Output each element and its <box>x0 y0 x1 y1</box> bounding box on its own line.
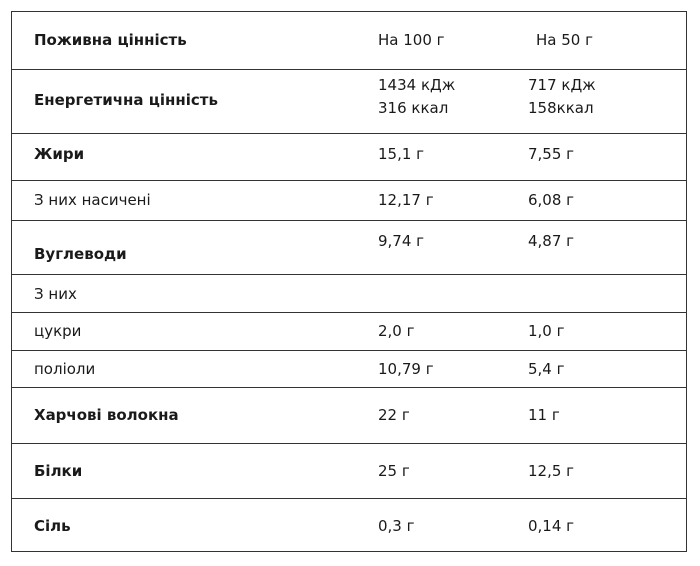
table-row-energy <box>12 69 686 133</box>
row-name: Вуглеводи <box>34 245 127 263</box>
energy-per100-kj: 1434 кДж <box>378 76 456 94</box>
row-name: З них насичені <box>34 191 151 209</box>
row-per50: 12,5 г <box>528 462 575 480</box>
row-per50: 6,08 г <box>528 191 575 209</box>
table-row <box>12 443 686 498</box>
header-per50: На 50 г <box>536 31 593 49</box>
energy-per50-kj: 717 кДж <box>528 76 596 94</box>
row-per50: 7,55 г <box>528 145 575 163</box>
row-per100: 15,1 г <box>378 145 425 163</box>
energy-per50-kcal: 158ккал <box>528 99 594 117</box>
table-row <box>12 312 686 350</box>
row-per100: 9,74 г <box>378 232 425 250</box>
row-per100: 22 г <box>378 406 410 424</box>
table-row <box>12 387 686 443</box>
header-per100: На 100 г <box>378 31 445 49</box>
energy-per100-kcal: 316 ккал <box>378 99 449 117</box>
row-name: Жири <box>34 145 85 163</box>
row-name: поліоли <box>34 360 96 378</box>
row-name: цукри <box>34 322 82 340</box>
row-name: Білки <box>34 462 83 480</box>
table-row <box>12 133 686 180</box>
table-header-row <box>12 12 686 69</box>
header-name: Поживна цінність <box>34 31 187 49</box>
table-row <box>12 350 686 387</box>
row-name: Енергетична цінність <box>34 91 218 109</box>
row-per50: 0,14 г <box>528 517 575 535</box>
row-name: Сіль <box>34 517 71 535</box>
table-row <box>12 180 686 220</box>
row-per100: 2,0 г <box>378 322 415 340</box>
row-per50: 11 г <box>528 406 560 424</box>
row-per100: 12,17 г <box>378 191 434 209</box>
row-per100: 25 г <box>378 462 410 480</box>
table-row <box>12 220 686 274</box>
row-per50: 4,87 г <box>528 232 575 250</box>
table-row <box>12 274 686 312</box>
row-name: Харчові волокна <box>34 406 179 424</box>
nutrition-table <box>11 11 687 552</box>
row-name: З них <box>34 285 77 303</box>
row-per100: 0,3 г <box>378 517 415 535</box>
table-row <box>12 498 686 551</box>
row-per100: 10,79 г <box>378 360 434 378</box>
row-per50: 5,4 г <box>528 360 565 378</box>
row-per50: 1,0 г <box>528 322 565 340</box>
